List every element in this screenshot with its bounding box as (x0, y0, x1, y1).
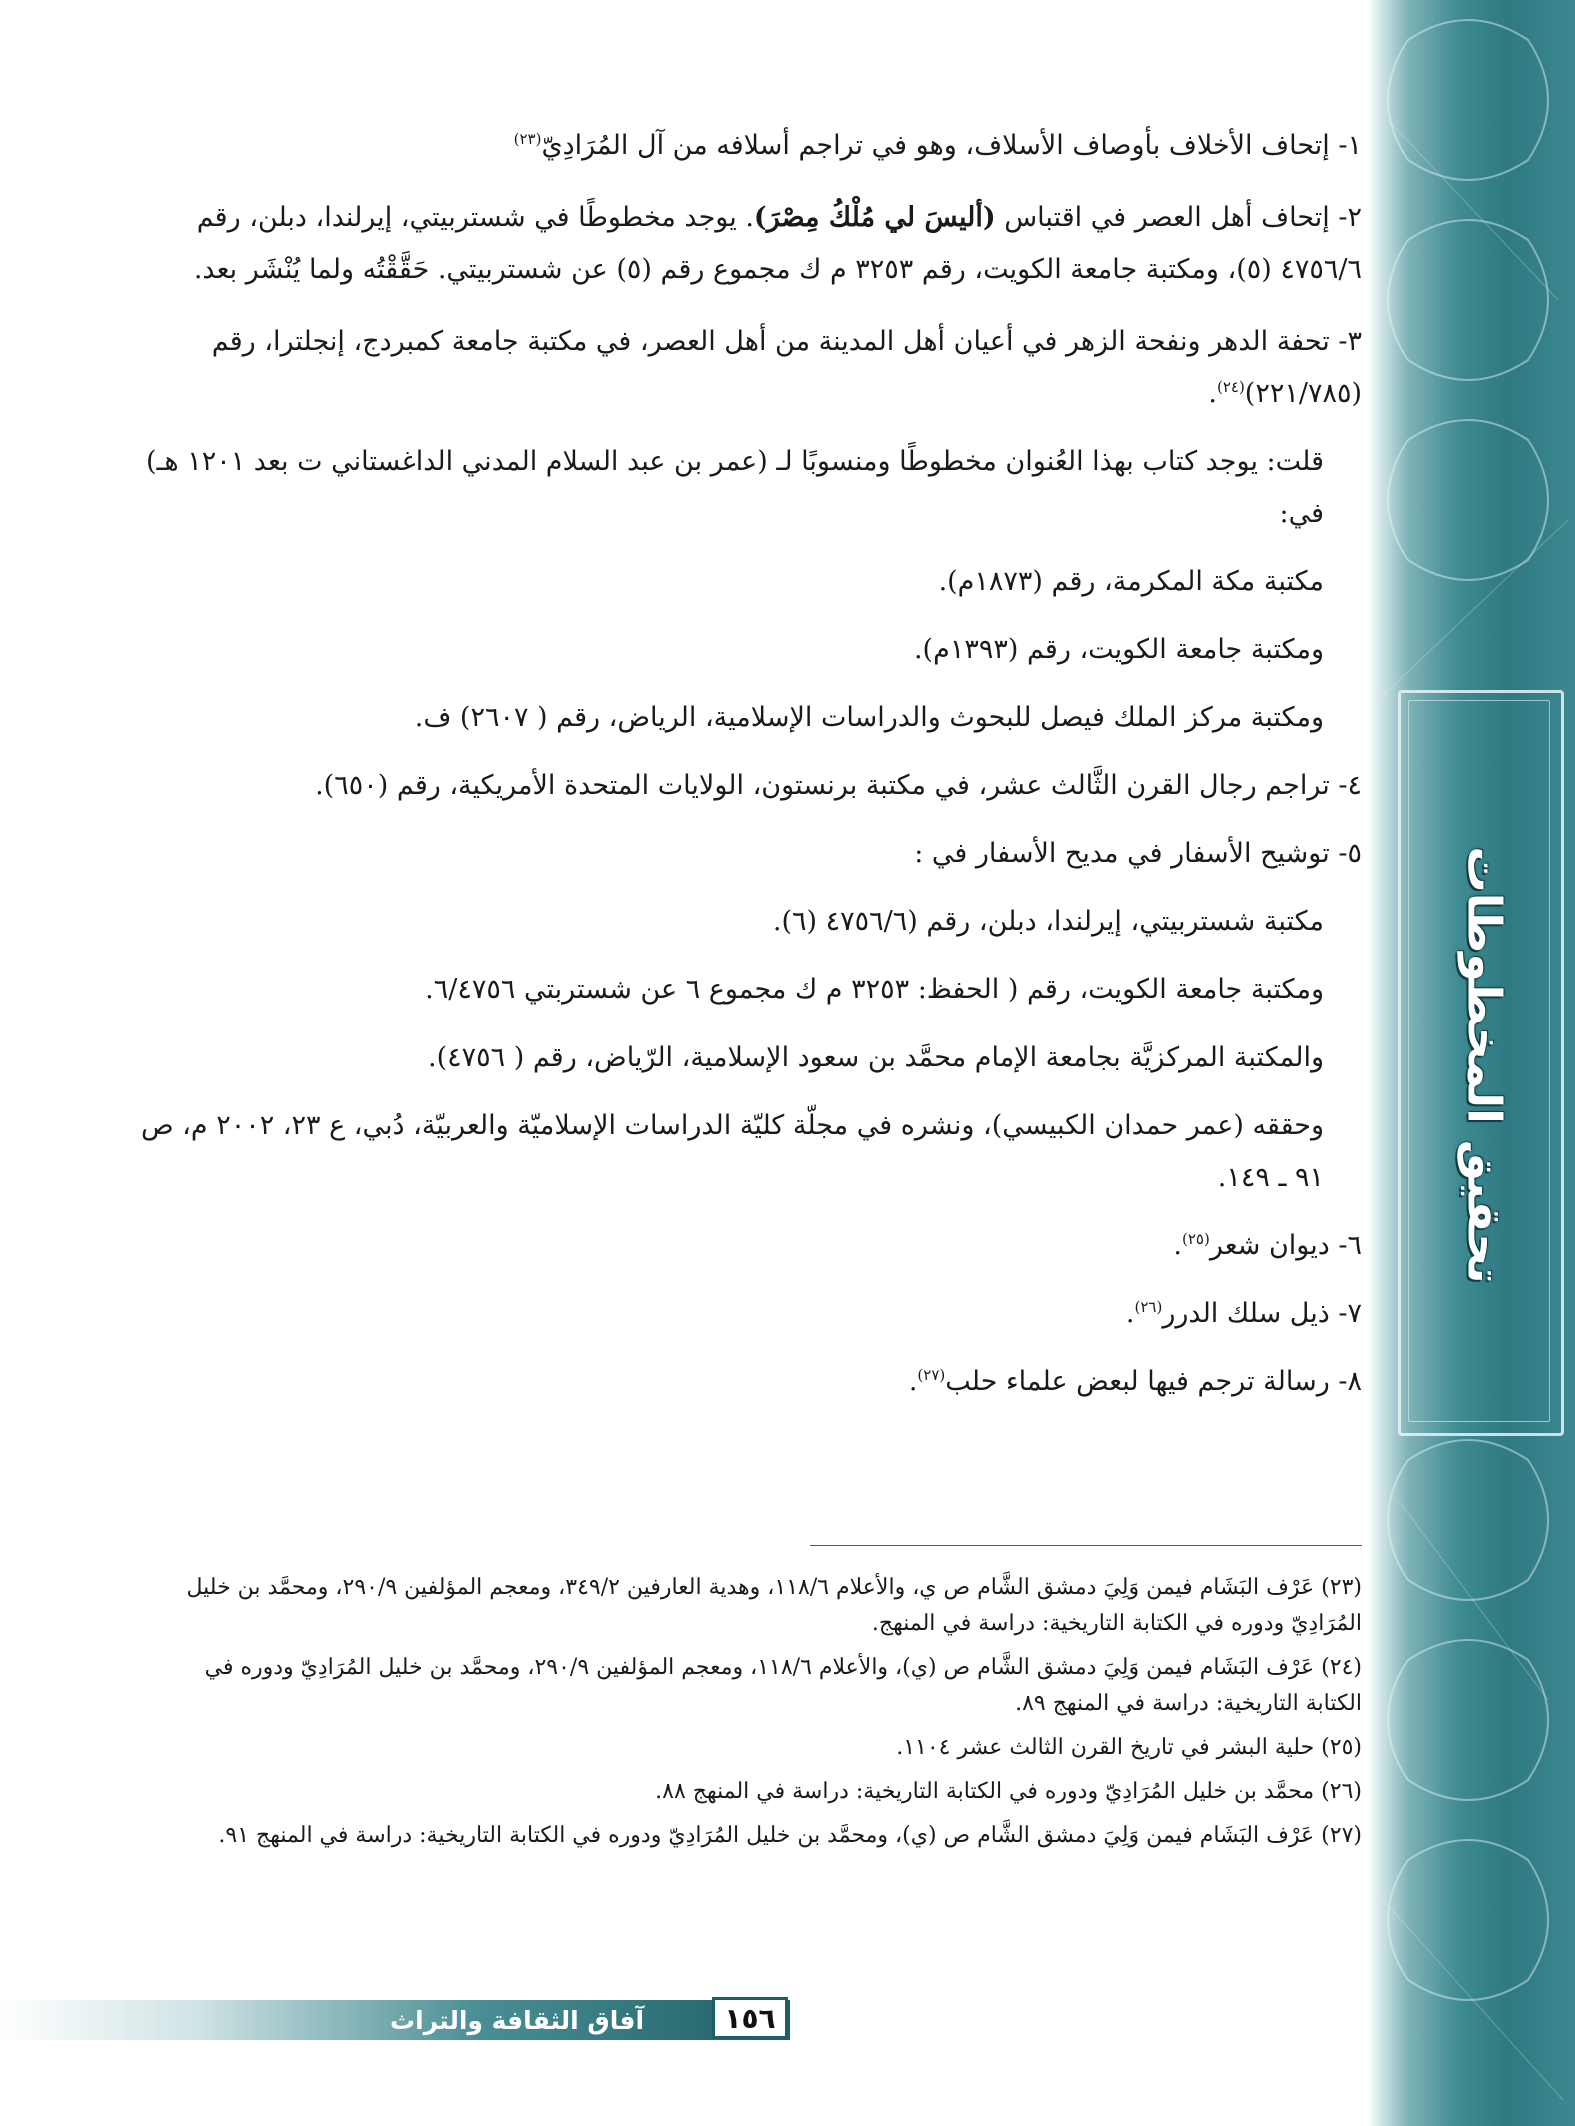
footnote-ref-27[interactable]: (٢٧) (917, 1366, 946, 1384)
section-title-vertical (1420, 846, 1550, 1284)
quoted-title: (أليسَ لي مُلْكُ مِصْرَ) (753, 202, 996, 233)
entry-1: ١- إتحاف الأخلاف بأوصاف الأسلاف، وهو في تراجم أسلافه من آل المُرَادِيّ$^{(٢٣)}$ (513, 130, 1362, 161)
library-item: ومكتبة جامعة الكويت، رقم ( الحفظ: ٣٢٥٣ م ك مجموع ٦ عن شستربتي ٦/٤٧٥٦. (425, 974, 1324, 1005)
library-item: مكتبة مكة المكرمة، رقم (١٨٧٣م). (938, 566, 1324, 597)
note-paragraph: قلت: يوجد كتاب بهذا العُنوان مخطوطًا ومنسوبًا لـ (عمر بن عبد السلام المدني الداغستاني ت بعد ١٢٠١ هـ) في: (145, 446, 1324, 529)
footnote-ref-23[interactable]: (٢٣) (513, 130, 542, 148)
library-item: ومكتبة جامعة الكويت، رقم (١٣٩٣م). (913, 634, 1324, 665)
journal-title: آفاق الثقافة والتراث (390, 2005, 645, 2035)
library-item: مكتبة شستربيتي، إيرلندا، دبلن، رقم (٤٧٥٦/٦ (٦). (772, 906, 1324, 937)
main-text (140, 120, 1362, 1520)
footnote-ref-24[interactable]: (٢٤) (1216, 378, 1245, 396)
footnote-26: (٢٦) محمَّد بن خليل المُرَادِيّ ودوره في الكتابة التاريخية: دراسة في المنهج ٨٨. (655, 1779, 1362, 1804)
edition-note: وحققه (عمر حمدان الكبيسي)، ونشره في مجلّة كليّة الدراسات الإسلاميّة والعربيّة، دُبي، ع ٢٣، ٢٠٠٢ م، ص ٩١ ـ ١٤٩. (140, 1110, 1324, 1193)
footnote-ref-26[interactable]: (٢٦) (1134, 1298, 1163, 1316)
entry-8: ٨- رسالة ترجم فيها لبعض علماء حلب$^{(٢٧)}$. (908, 1366, 1362, 1397)
entry-7: ٧- ذيل سلك الدرر$^{(٢٦)}$. (1125, 1298, 1362, 1329)
footnote-25: (٢٥) حلية البشر في تاريخ القرن الثالث عشر ١١٠٤. (896, 1735, 1362, 1760)
entry-4: ٤- تراجم رجال القرن الثَّالث عشر، في مكتبة برنستون، الولايات المتحدة الأمريكية، رقم (٦٥٠). (315, 770, 1362, 801)
library-item: ومكتبة مركز الملك فيصل للبحوث والدراسات الإسلامية، الرياض، رقم ( ٢٦٠٧) ف. (414, 702, 1324, 733)
library-item: والمكتبة المركزيَّة بجامعة الإمام محمَّد بن سعود الإسلامية، الرّياض، رقم ( ٤٧٥٦). (428, 1042, 1324, 1073)
footnote-ref-25[interactable]: (٢٥) (1181, 1230, 1210, 1248)
entry-6: ٦- ديوان شعر$^{(٢٥)}$. (1173, 1230, 1362, 1261)
footnote-divider (810, 1545, 1362, 1546)
entry-2: ٢- إتحاف أهل العصر في اقتباس (أليسَ لي مُلْكُ مِصْرَ). يوجد مخطوطًا في شستربيتي، إيرلندا، دبلن، رقم ٤٧٥٦/٦ (٥)، ومكتبة جامعة الكويت، رقم ٣٢٥٣ م ك مجموع رقم (٥) عن شستربيتي. حَقَّقْتُه ولما يُنْشَر بعد. (193, 202, 1362, 285)
section-title-text: تحقيق المخطوطات (1458, 846, 1513, 1284)
footnote-27: (٢٧) عَرْف البَشَام فيمن وَلِيَ دمشق الشَّام ص (ي)، ومحمَّد بن خليل المُرَادِيّ ودوره في الكتابة التاريخية: دراسة في المنهج ٩١. (218, 1823, 1362, 1848)
footnotes (150, 1570, 1362, 1862)
footnote-24: (٢٤) عَرْف البَشَام فيمن وَلِيَ دمشق الشَّام ص (ي)، والأعلام ١١٨/٦، ومعجم المؤلفين ٢٩٠/٩، ومحمَّد بن خليل المُرَادِيّ ودوره في الكتابة التاريخية: دراسة في المنهج ٨٩. (204, 1655, 1362, 1716)
entry-3: ٣- تحفة الدهر ونفحة الزهر في أعيان أهل المدينة من أهل العصر، في مكتبة جامعة كمبردج، إنجلترا، رقم (٢٢١/٧٨٥)$^{(٢٤)}$. (211, 326, 1362, 409)
page-number: ١٥٦ (712, 1997, 788, 2039)
footnote-23: (٢٣) عَرْف البَشَام فيمن وَلِيَ دمشق الشَّام ص ي، والأعلام ١١٨/٦، وهدية العارفين ٣٤٩/٢، ومعجم المؤلفين ٢٩٠/٩، ومحمَّد بن خليل المُرَادِيّ ودوره في الكتابة التاريخية: دراسة في المنهج. (186, 1575, 1362, 1636)
entry-5: ٥- توشيح الأسفار في مديح الأسفار في : (914, 838, 1362, 869)
